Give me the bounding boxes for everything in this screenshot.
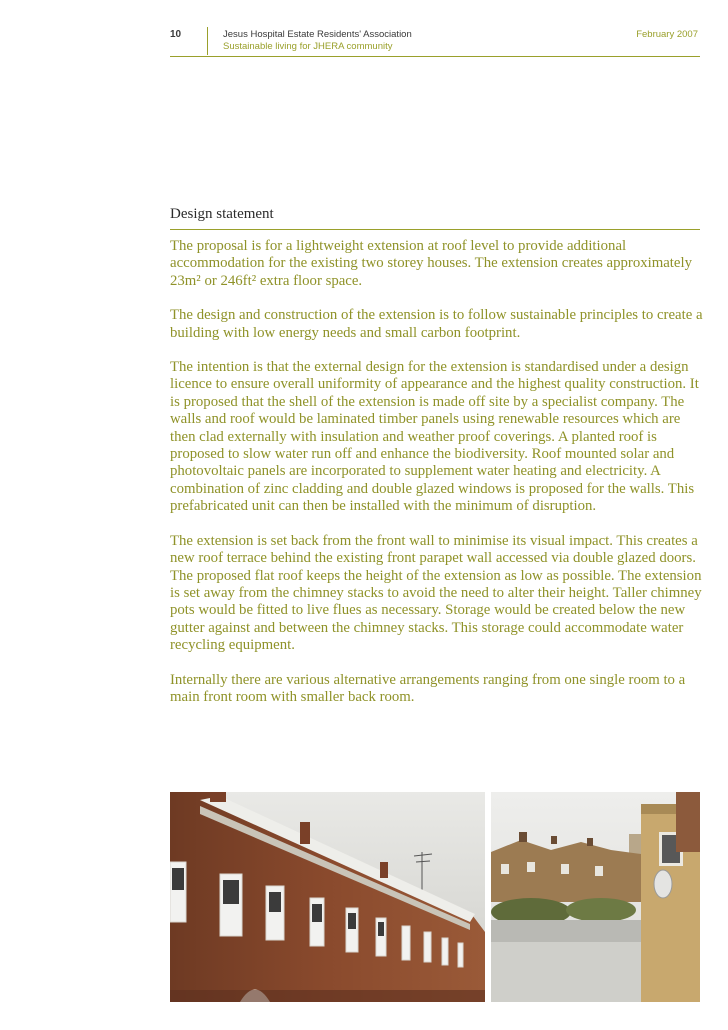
photo-rear-rooftops [491, 792, 700, 1002]
header-date: February 2007 [636, 29, 698, 40]
photo-terraced-houses [170, 792, 485, 1002]
paragraph-4: The extension is set back from the front wall to minimise its visual impact. This creates a new roof terrace behind the existing front parapet wall accessed via double glazed doors. The proposed flat roof keeps the height of the extension as low as possible. The extension is set away from the chimney stacks to avoid the need to alter their height. Taller chimney pots would be fitted to live flues as necessary. Storage would be created below the new gutter against and between the chimney stacks. This storage could accommodate water recycling equipment. [170, 532, 702, 654]
body-text [170, 238, 704, 723]
header-title: Jesus Hospital Estate Residents' Association [223, 29, 412, 40]
header-rule [170, 56, 700, 57]
section-rule [170, 229, 700, 230]
paragraph-2: The design and construction of the extension is to follow sustainable principles to create a building with low energy needs and small carbon footprint. [170, 307, 703, 341]
page-header [170, 27, 700, 57]
page-number: 10 [170, 29, 182, 40]
section-title: Design statement [170, 206, 274, 222]
paragraph-5: Internally there are various alternative arrangements ranging from one single room to a main front room with smaller back room. [170, 671, 686, 705]
paragraph-3: The intention is that the external design for the extension is standardised under a design licence to ensure overall uniformity of appearance and the highest quality construction. It is proposed that the shell of the extension is made off site by a specialist company. The walls and roof would be laminated timber panels using renewable resources which are then clad externally with insulation and weather proof coverings. A planted roof is proposed to slow water run off and enhance the biodiversity. Roof mounted solar and photovoltaic panels are incorporated to supplement water heating and electricity. A combination of zinc cladding and double glazed windows is proposed for the walls. This prefabricated unit can then be installed with the minimum of disruption. [170, 359, 699, 515]
paragraph-1: The proposal is for a lightweight extension at roof level to provide additional accommodation for the existing two storey houses. The extension creates approximately 23m² or 246ft² extra floor space. [170, 238, 692, 289]
header-divider [207, 27, 208, 55]
header-subtitle: Sustainable living for JHERA community [223, 41, 393, 52]
